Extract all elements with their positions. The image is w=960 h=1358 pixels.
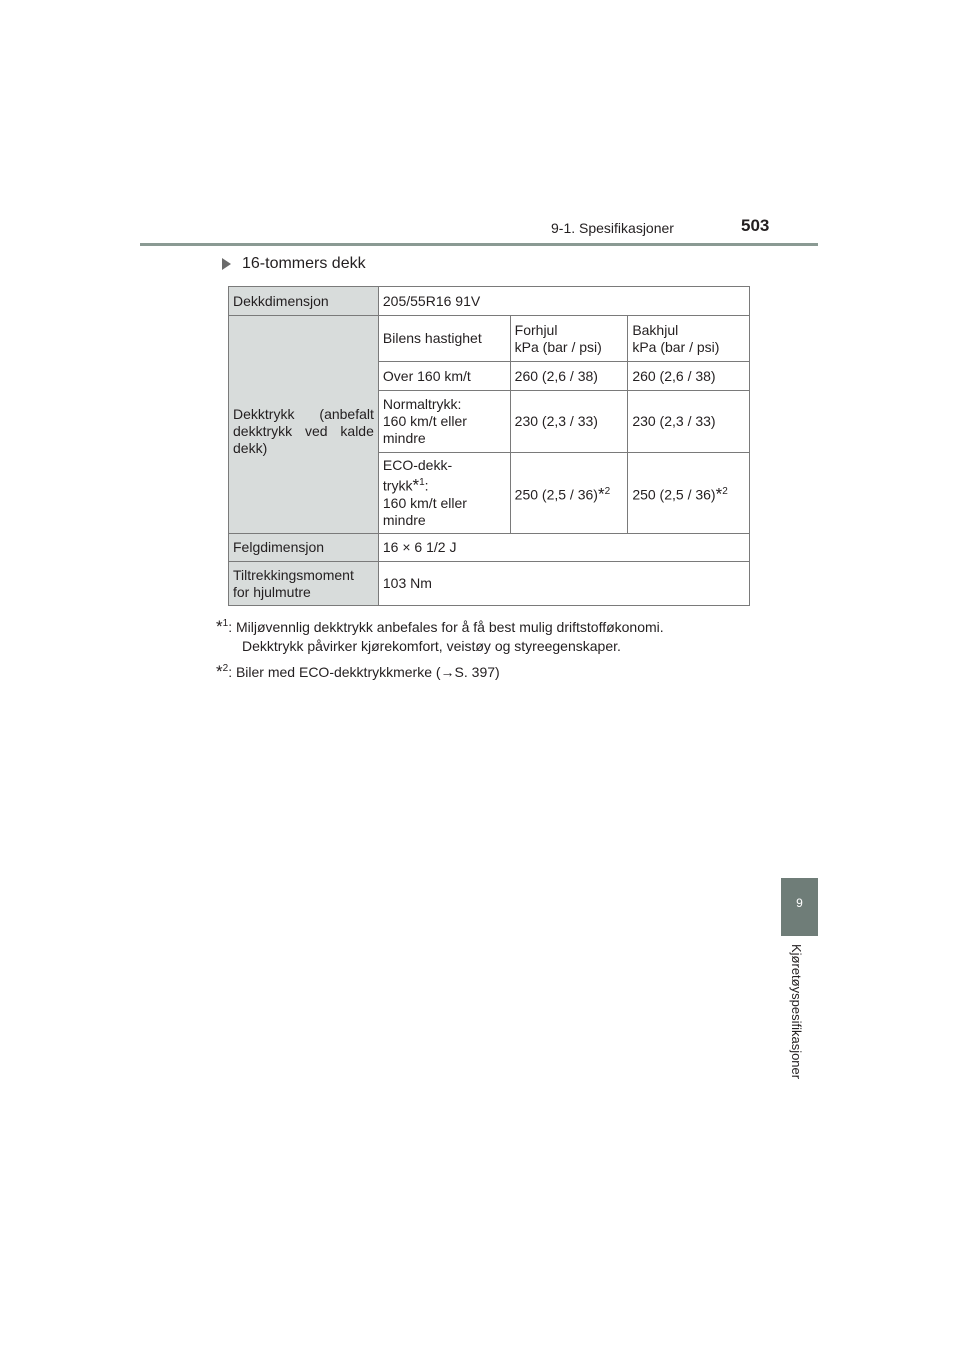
header-section-title: 9-1. Spesifikasjoner [551,220,674,236]
col-header-speed: Bilens hastighet [378,316,510,362]
footnote-star: * [216,662,223,681]
rim-value: 16 × 6 1/2 J [378,534,749,562]
row3-speed-line1: ECO-dekk- [382,457,453,474]
footnote-2-text: : Biler med ECO-dekktrykkmerke (→S. 397) [228,664,500,680]
triangle-bullet-icon [222,258,231,270]
torque-label [229,562,379,606]
footnote-number: 2 [722,485,728,497]
tire-size-label: Dekkdimensjon [229,287,379,316]
row1-rear: 260 (2,6 / 38) [628,362,750,391]
row3-front [510,453,628,534]
row2-speed-line2: 160 km/t eller [382,413,467,429]
footnote-star: * [216,617,223,636]
row3-front-value: 250 (2,5 / 36) [514,486,598,503]
footnote-mark: * [412,475,420,495]
col-rear-line1: Bakhjul [632,321,679,338]
footnote-1-line1: : Miljøvennlig dekktrykk anbefales for å få best mulig driftstofføkonomi. [228,619,664,635]
table-row [229,287,750,316]
footnote-2 [216,662,746,682]
page-number: 503 [741,216,770,235]
footnote-1 [216,617,746,656]
footnote-number: 1 [222,618,229,629]
row3-speed [378,453,510,534]
row1-speed: Over 160 km/t [378,362,510,391]
row2-speed [378,391,510,453]
torque-value: 103 Nm [378,562,749,606]
torque-label-line1: Tiltrekkingsmoment [233,566,354,583]
tire-spec-table [228,286,750,606]
row3-speed-line3: 160 km/t eller [382,494,467,511]
footnote-mark: * [715,484,723,504]
rim-label: Felgdimensjon [229,534,379,562]
col-rear-line2: kPa (bar / psi) [632,338,720,355]
torque-label-line2: for hjulmutre [233,583,311,600]
table-row [229,316,750,362]
row3-rear-value: 250 (2,5 / 36) [632,486,716,503]
footnote-1-line2: Dekktrykk påvirker kjørekomfort, veistøy og styreegenskaper. [242,638,621,654]
section-heading-text: 16-tommers dekk [242,255,366,272]
row2-front: 230 (2,3 / 33) [510,391,628,453]
row1-front: 260 (2,6 / 38) [510,362,628,391]
footnote-number: 2 [222,663,229,674]
table-row [229,534,750,562]
table-row [229,562,750,606]
row3-speed-word: trykk [382,477,413,494]
row3-rear [628,453,750,534]
footnote-number: 2 [604,485,611,497]
col-header-rear [628,316,750,362]
col-front-line2: kPa (bar / psi) [514,338,602,355]
footnote-number: 1 [419,477,425,489]
section-heading [222,255,366,273]
col-front-line1: Forhjul [514,321,558,338]
tire-size-value: 205/55R16 91V [378,287,749,316]
chapter-title: Kjøretøyspesifikasjoner [789,944,804,1080]
footnote-mark: * [597,484,605,504]
row2-rear: 230 (2,3 / 33) [628,391,750,453]
row2-speed-line1: Normaltrykk: [382,396,462,412]
header-rule [140,243,818,246]
col-header-front [510,316,628,362]
row2-speed-line3: mindre [382,430,426,446]
row3-speed-line2 [383,474,506,495]
row3-speed-colon: : [424,477,429,494]
pressure-label: Dekktrykk (anbefalt dekktrykk ved kalde dekk) [229,316,379,534]
row3-speed-line4: mindre [382,511,426,528]
chapter-tab: 9 [781,878,818,936]
